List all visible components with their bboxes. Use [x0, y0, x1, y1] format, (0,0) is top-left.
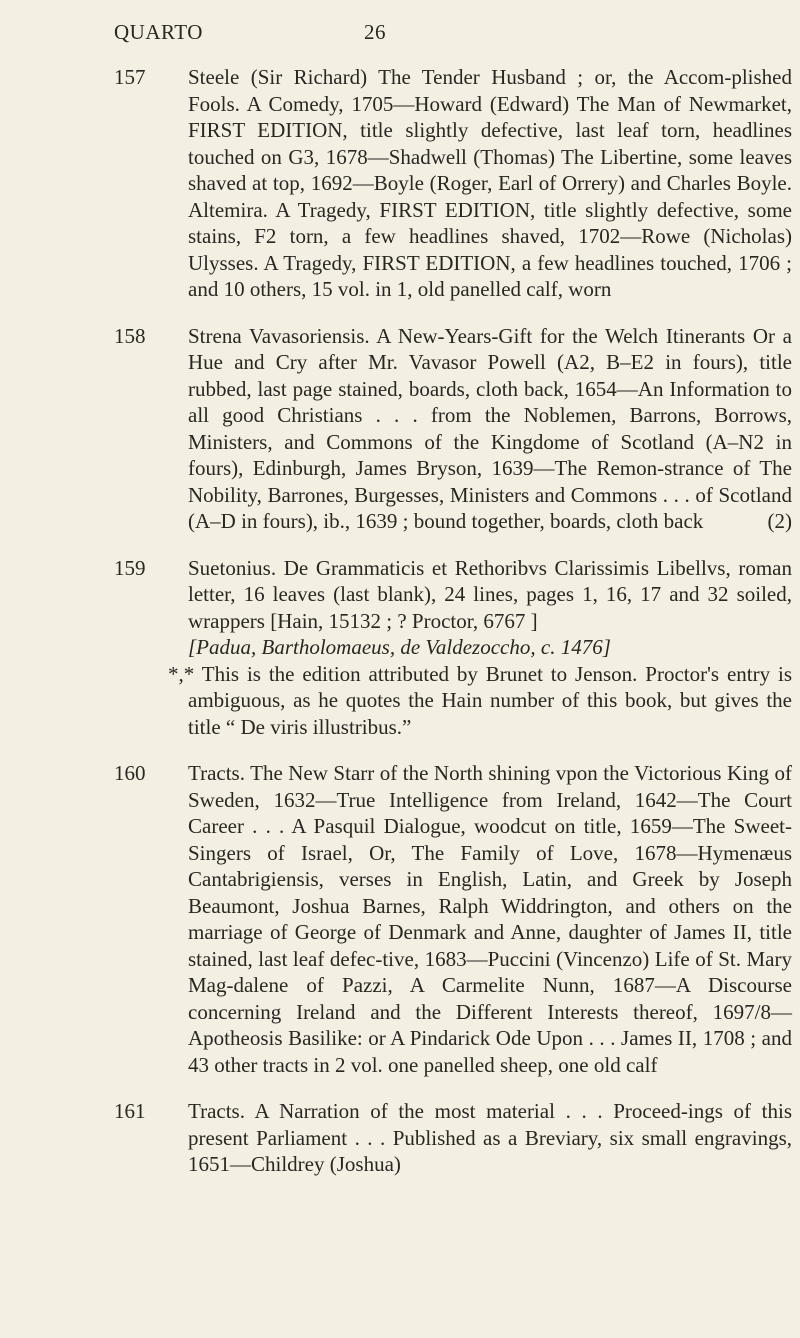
lot-imprint: [Padua, Bartholomaeus, de Valdezoccho, c. 1476]	[188, 635, 611, 659]
catalogue-entry	[0, 323, 800, 535]
catalogue-entry	[0, 64, 800, 303]
lot-description: Steele (Sir Richard) The Tender Husband ; or, the Accom-plished Fools. A Comedy, 1705—Howard (Edward) The Man of Newmarket, FIRST EDITION, title slightly defective, last leaf torn, headlines touched on G3, 1678—Shadwell (Thomas) The Libertine, some leaves shaved at top, 1692—Boyle (Roger, Earl of Orrery) and Charles Boyle. Altemira. A Tragedy, FIRST EDITION, title slightly defective, some stains, F2 torn, a few headlines shaved, 1702—Rowe (Nicholas) Ulysses. A Tragedy, FIRST EDITION, a few headlines touched, 1706 ; and 10 others, 15 vol. in 1, old panelled calf, worn	[188, 65, 792, 301]
lot-number: 157	[114, 65, 146, 89]
lot-number: 160	[114, 761, 146, 785]
lot-description: Tracts. The New Starr of the North shining vpon the Victorious King of Sweden, 1632—True Intelligence from Ireland, 1642—The Court Career . . . A Pasquil Dialogue, woodcut on title, 1659—The Sweet-Singers of Israel, Or, The Family of Love, 1678—Hymenæus Cantabrigiensis, verses in English, Latin, and Greek by Joseph Beaumont, Joshua Barnes, Ralph Widdrington, and others on the marriage of George of Denmark and Anne, daughter of James II, title stained, last leaf defec-tive, 1683—Puccini (Vincenzo) Life of St. Mary Mag-dalene of Pazzi, A Carmelite Nunn, 1687—A Discourse concerning Ireland and the Different Interests thereof, 1697/8—Apotheosis Basilike: or A Pindarick Ode Upon . . . James II, 1708 ; and 43 other tracts in 2 vol. one panelled sheep, one old calf	[188, 761, 792, 1077]
page-number: 26	[364, 20, 386, 44]
lot-number: 158	[114, 323, 146, 348]
lot-number: 159	[114, 555, 146, 580]
catalogue-entries	[0, 64, 800, 1198]
lot-number: 161	[114, 1099, 146, 1123]
catalogue-entry	[0, 1098, 800, 1178]
running-head: QUARTO	[114, 20, 203, 44]
lot-description	[168, 323, 792, 535]
lot-note: *,* This is the edition attributed by Brunet to Jenson. Proctor's entry is ambiguous, as he quotes the Hain number of this book, but gives the title “ De viris illustribus.”	[168, 661, 792, 739]
volume-count: (2)	[767, 509, 792, 533]
lot-description: Tracts. A Narration of the most material . . . Proceed-ings of this present Parliament . . . Published as a Breviary, six small engravings, 1651—Childrey (Joshua)	[188, 1099, 792, 1176]
catalogue-entry	[0, 760, 800, 1078]
lot-description-text: Strena Vavasoriensis. A New-Years-Gift for the Welch Itinerants Or a Hue and Cry after Mr. Vavasor Powell (A2, B–E2 in fours), title rubbed, last page stained, boards, cloth back, 1654—An Information to all good Christians . . . from the Noblemen, Barrons, Borrows, Ministers, and Commons of the Kingdome of Scotland (A–N2 in fours), Edinburgh, James Bryson, 1639—The Remon-strance of The Nobility, Barrones, Burgesses, Ministers and Commons . . . of Scotland (A–D in fours), ib., 1639 ; bound together, boards, cloth back	[188, 323, 792, 533]
catalogue-entry	[0, 555, 800, 741]
lot-description: Suetonius. De Grammaticis et Rethoribvs Clarissimis Libellvs, roman letter, 16 leaves (last blank), 24 lines, pages 1, 16, 17 and 32 soiled, wrappers [Hain, 15132 ; ? Proctor, 6767 ]	[188, 555, 792, 633]
